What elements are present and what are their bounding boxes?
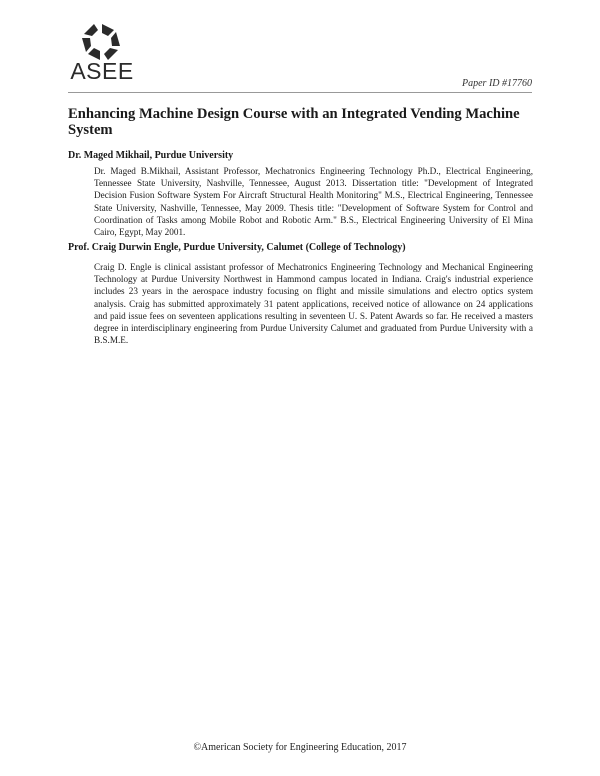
author-bio: Dr. Maged B.Mikhail, Assistant Professor, Mechatronics Engineering Technology Ph.D., Electrical Engineering, Tennessee State University, Nashville, Tennessee, August 2013. Dissertation title: "Development of Integrated Decision Fusion Software System For Aircraft Structural Health Monitoring" M.S., Electrical Engineering, Tennessee State University, Nashville, Tennessee, May 2009. Thesis title: "Development of Software System for Control and Coordination of Tasks among Mobile Robot and Robotic Arm." B.S., Electrical Engineering University of El Mina Cairo, Egypt, May 2001.	[94, 166, 533, 238]
author-name: Prof. Craig Durwin Engle, Purdue University, Calumet (College of Technology)	[68, 242, 406, 253]
paper-id: Paper ID #17760	[462, 78, 532, 89]
author-bio: Craig D. Engle is clinical assistant professor of Mechatronics Engineering Technology and Mechanical Engineering Technology at Purdue University Northwest in Hammond campus located in Indiana. Craig's industrial experience includes 23 years in the aerospace industry focusing on flight and missile simulations and electro optics system analysis. Craig has submitted approximately 31 patent applications, received notice of allowance on 24 applications and paid issue fees on seventeen applications resulting in seventeen U. S. Patent Awards so far. He received a masters degree in interdisciplinary engineering from Purdue University Calumet and graduated from Purdue University with a B.S.M.E.	[94, 262, 533, 346]
header-divider	[68, 92, 532, 93]
copyright-footer: ©American Society for Engineering Education, 2017	[193, 742, 407, 753]
asee-logo-icon	[68, 22, 136, 62]
logo-text: ASEE	[70, 58, 134, 84]
paper-title: Enhancing Machine Design Course with an Integrated Vending Machine System	[68, 106, 520, 138]
author-name: Dr. Maged Mikhail, Purdue University	[68, 150, 234, 161]
